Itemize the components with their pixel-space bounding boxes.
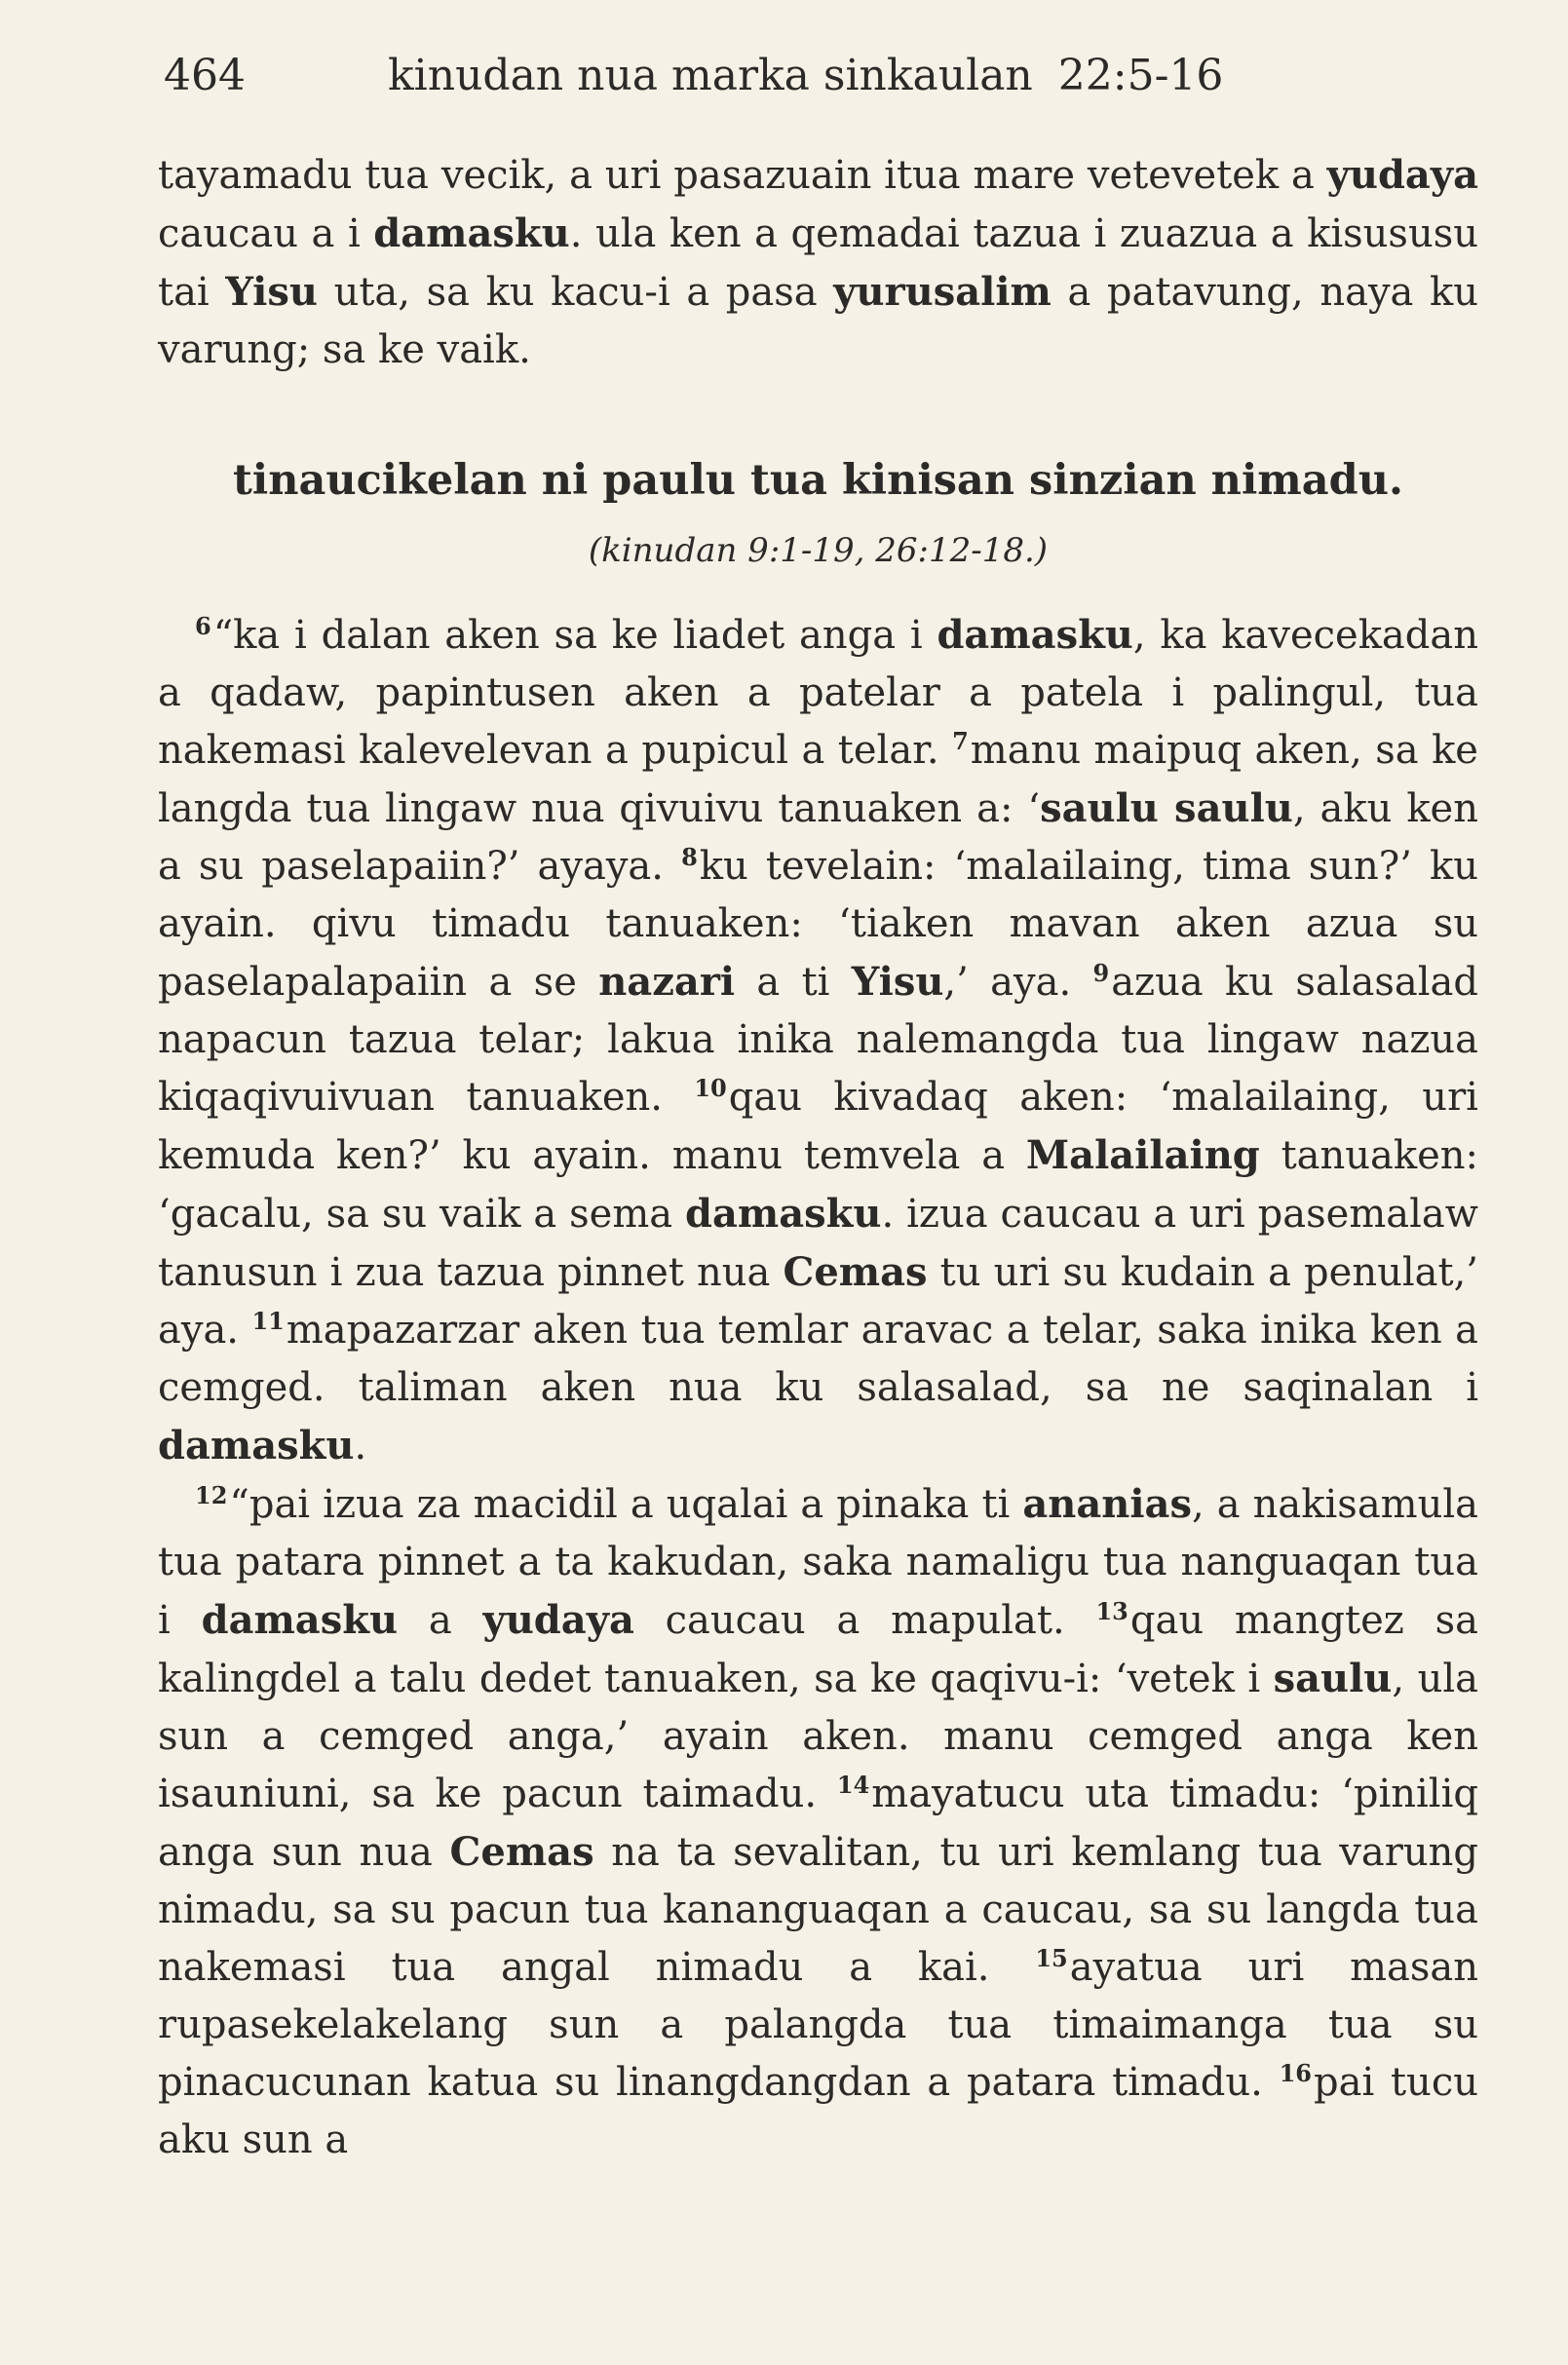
verse-number: 13 [1095,1596,1128,1625]
verse-number: 15 [1035,1943,1068,1972]
paragraph-verses-12-16: $^{12}$“pai izua za macidil a uqalai a pinaka ti ananias, a nakisamula tua patara pinnet a ta kakudan, saka namaligu tua nanguaqan tua i damasku a yudaya caucau a mapulat. $^{13}$qau mangtez sa kalingdel a talu dedet tanuaken, sa ke qaqivu-i: ‘vetek i saulu, ula sun a cemged anga,’ ayain aken. manu cemged anga ken isauniuni, sa ke pacun taimadu. $^{14}$mayatucu uta timadu: ‘piniliq anga sun nua Cemas na ta sevalitan, tu uri kemlang tua varung nimadu, sa su pacun tua kananguaqan a caucau, sa su langda tua nakemasi tua angal nimadu a kai. $^{15}$ayatua uri masan rupasekelakelang sun a palangda tua timaimanga tua su pinacucunan katua su linangdangdan a patara timadu. $^{16}$pai tucu aku sun a [158,1480,1479,2162]
chapter-reference: 22:5-16 [1057,51,1224,100]
verse-number: 8 [681,842,698,871]
paragraph-verses-6-11: $^6$“ka i dalan aken sa ke liadet anga i damasku, ka kavecekadan a qadaw, papintusen aken a patelar a patela i palingul, tua nakemasi kalevelevan a pupicul a telar. $^7$manu maipuq aken, sa ke langda tua lingaw nua qivuivu tanuaken a: ‘saulu saulu, aku ken a su paselapaiin?’ ayaya. $^8$ku tevelain: ‘malailaing, tima sun?’ ku ayain. qivu timadu tanuaken: ‘tiaken mavan aken azua su paselapalapaiin a se nazari a ti Yisu,’ aya. $^9$azua ku salasalad napacun tazua telar; lakua inika nalemangda tua lingaw nazua kiqaqivuivuan tanuaken. $^{10}$qau kivadaq aken: ‘malailaing, uri kemuda ken?’ ku ayain. manu temvela a Malailaing tanuaken: ‘gacalu, sa su vaik a sema damasku. izua caucau a uri pasemalaw tanusun i zua tazua pinnet nua Cemas tu uri su kudain a penulat,’ aya. $^{11}$mapazarzar aken tua temlar aravac a telar, saka inika ken a cemged. taliman aken nua ku salasalad, sa ne saqinalan i damasku. [158,611,1479,1469]
verse-number: 12 [195,1480,228,1509]
verse-number: 6 [195,611,211,640]
verse-number: 16 [1279,2058,1312,2087]
verse-number: 10 [694,1073,727,1102]
verse-number: 7 [952,726,969,755]
paragraph-text: tayamadu tua vecik, a uri pasazuain itua mare vetevetek a yudaya caucau a i damasku. ula ken a qemadai tazua i zuazua a kisususu tai Yisu uta, sa ku kacu-i a pasa yurusalim a patavung, naya ku varung; sa ke vaik. [158,152,1479,372]
verse-number: 11 [251,1306,285,1335]
page-number: 464 [164,51,246,100]
verse-number: 9 [1092,958,1110,987]
verses-body [158,606,1478,2169]
book-title: kinudan nua marka sinkaulan [388,51,1033,100]
continuation-paragraph [158,146,1478,379]
section-heading: tinaucikelan ni paulu tua kinisan sinzian nimadu. [233,456,1403,505]
verse-number: 14 [836,1770,870,1799]
cross-reference: (kinudan 9:1-19, 26:12-18.) [588,531,1049,570]
running-head [164,47,1479,105]
